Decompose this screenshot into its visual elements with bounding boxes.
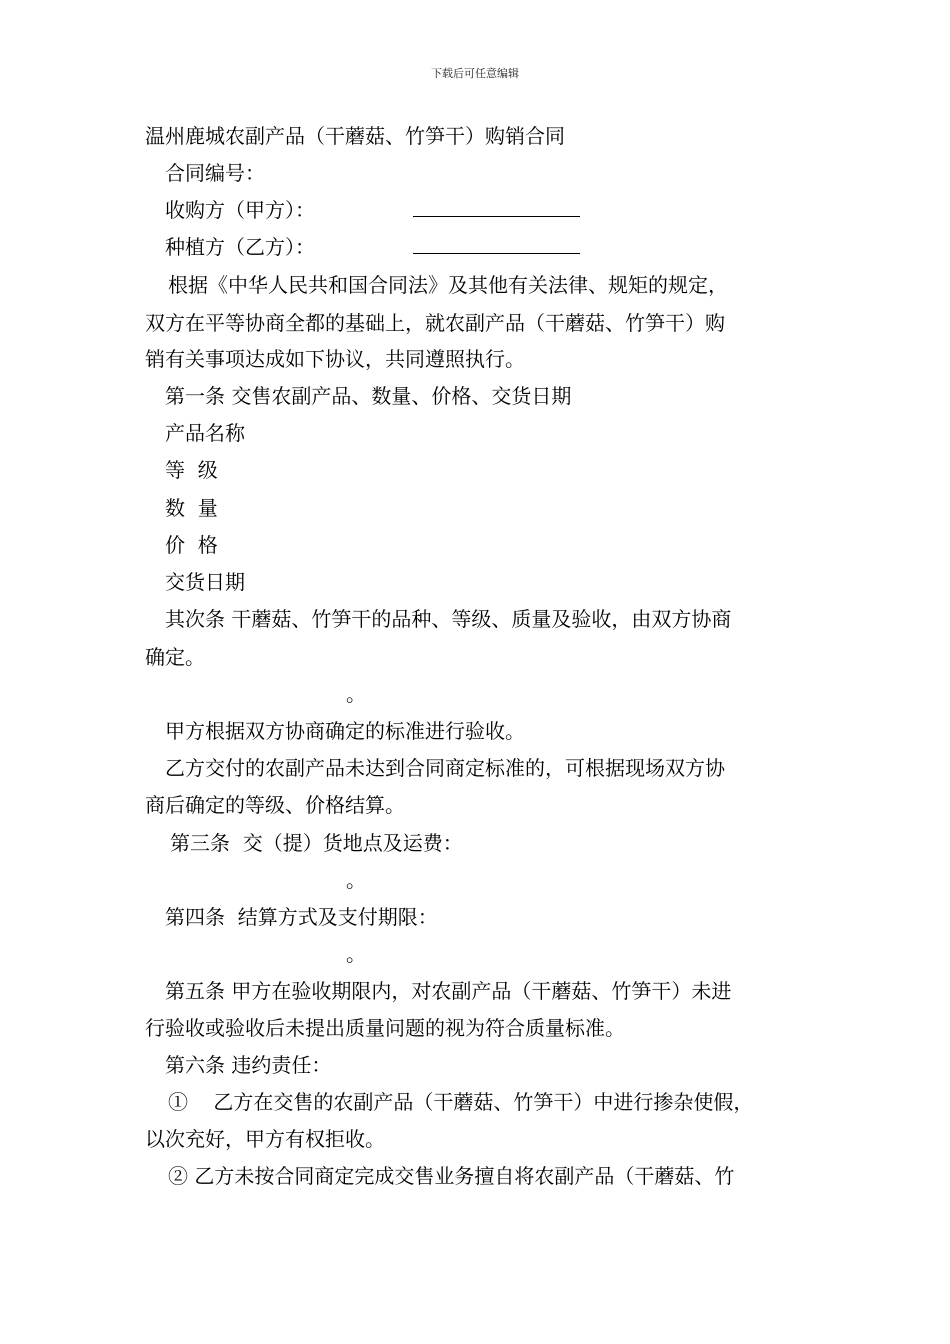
article2-line: 其次条 干蘑菇、竹笋干的品种、等级、质量及验收，由双方协商 [165, 607, 732, 631]
grower-blank-line [413, 253, 580, 254]
field-grade: 等 级 [165, 458, 218, 482]
article2-line: 确定。 [145, 645, 205, 669]
field-product-name: 产品名称 [165, 421, 245, 445]
article5-line: 行验收或验收后未提出质量问题的视为符合质量标准。 [145, 1016, 625, 1040]
blank-period: 。 [346, 942, 366, 966]
acceptance-text: 甲方根据双方协商确定的标准进行验收。 [165, 719, 525, 743]
contract-number-label: 合同编号： [165, 161, 265, 185]
field-price: 价 格 [165, 533, 218, 557]
grower-label: 种植方（乙方）： [165, 235, 315, 259]
article5-line: 第五条 甲方在验收期限内，对农副产品（干蘑菇、竹笋干）未进 [165, 979, 732, 1003]
article3-heading: 第三条 交（提）货地点及运费： [170, 831, 463, 855]
page-header: 下载后可任意编辑 [431, 67, 519, 80]
buyer-label: 收购方（甲方）： [165, 198, 315, 222]
article6-item: ① 乙方在交售的农副产品（干蘑菇、竹笋干）中进行掺杂使假， [168, 1090, 754, 1114]
preamble-line: 销有关事项达成如下协议，共同遵照执行。 [145, 347, 525, 371]
preamble-line: 双方在平等协商全都的基础上，就农副产品（干蘑菇、竹笋干）购 [145, 311, 725, 335]
acceptance-text: 商后确定的等级、价格结算。 [145, 793, 405, 817]
article1-heading: 第一条 交售农副产品、数量、价格、交货日期 [165, 384, 572, 408]
blank-period: 。 [346, 682, 366, 706]
article4-heading: 第四条 结算方式及支付期限： [165, 905, 438, 929]
buyer-blank-line [413, 216, 580, 217]
article6-heading: 第六条 违约责任： [165, 1053, 332, 1077]
acceptance-text: 乙方交付的农副产品未达到合同商定标准的，可根据现场双方协 [165, 756, 725, 780]
field-delivery-date: 交货日期 [165, 570, 245, 594]
preamble-line: 根据《中华人民共和国合同法》及其他有关法律、规矩的规定， [168, 273, 728, 297]
article6-item: ② 乙方未按合同商定完成交售业务擅自将农副产品（干蘑菇、竹 [168, 1164, 735, 1188]
field-quantity: 数 量 [165, 496, 218, 520]
article6-item: 以次充好，甲方有权拒收。 [145, 1127, 385, 1151]
document-title: 温州鹿城农副产品（干蘑菇、竹笋干）购销合同 [145, 124, 565, 148]
blank-period: 。 [346, 868, 366, 892]
